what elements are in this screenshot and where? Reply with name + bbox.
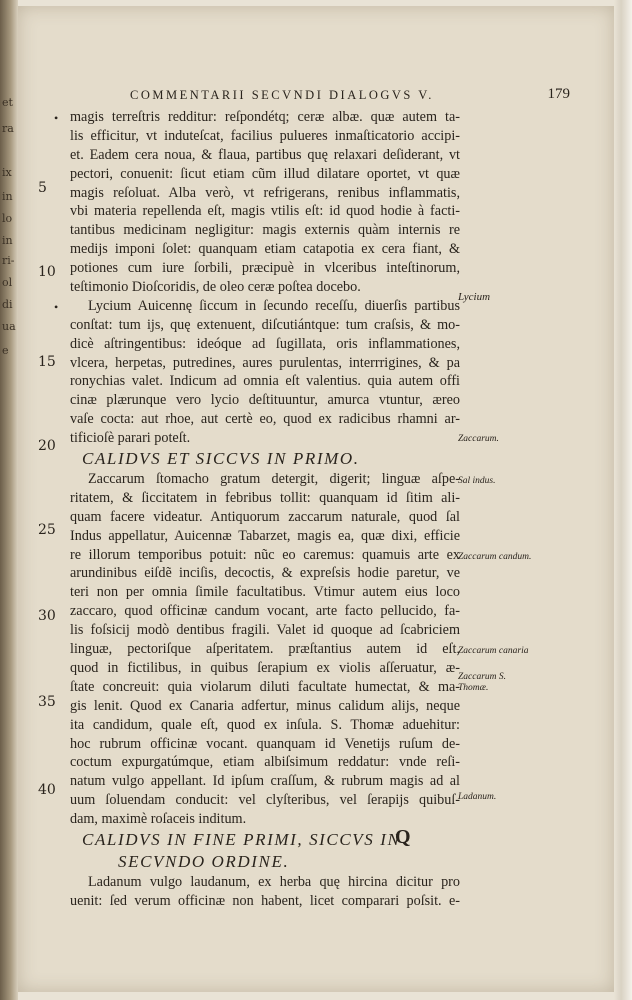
line-number: 15 bbox=[38, 354, 56, 370]
section-heading: SECVNDO ORDINE. bbox=[118, 851, 290, 871]
folio-number: 179 bbox=[547, 86, 570, 102]
running-title: COMMENTARII SECVNDI DIALOGVS V. bbox=[130, 88, 434, 102]
gutter-fragment: e bbox=[2, 344, 9, 357]
margin-note-zaccarum: Zaccarum. bbox=[458, 434, 499, 444]
line-number: 35 bbox=[38, 694, 56, 710]
text-line: conſtat: tum ijs, quę extenuent, diſcutiántque: tum craſsis, & mo- bbox=[70, 316, 460, 333]
text-line: arundinibus eiſdẽ inciſis, decoctis, & expreſsis hodie paretur, ve bbox=[70, 565, 460, 582]
text-line: teſtimonio Dioſcoridis, de oleo ceræ poſtea docebo. bbox=[70, 279, 361, 296]
text-line: vbi materia repellenda eſt, magis vtilis eſt: id quod hodie à facti- bbox=[70, 203, 460, 220]
text-line: cinæ plærunque vero lycio deſtituuntur, amurca vtuntur, æreo bbox=[70, 392, 460, 409]
text-line: magis reſoluat. Alba verò, vt refrigerans, renibus inflammatis, bbox=[70, 184, 460, 201]
body-text bbox=[70, 108, 460, 911]
text-line: Ladanum vulgo laudanum, ex herba quę hircina dicitur pro bbox=[88, 873, 460, 890]
section-heading: CALIDVS ET SICCVS IN PRIMO. bbox=[82, 449, 360, 469]
text-line: coctum expurgatúmque, etiam albiſsimum reddatur: vnde reſi- bbox=[70, 754, 460, 771]
running-header bbox=[130, 88, 570, 103]
text-line: Lycium Auicennę ſiccum in ſecundo receſſu, diuerſis partibus bbox=[88, 297, 460, 314]
text-line: tantibus medicinam negligitur: magis externis quàm internis re bbox=[70, 222, 460, 239]
text-line: magis terreſtris redditur: reſpondétq; ceræ albæ. quæ autem ta- bbox=[70, 109, 460, 125]
text-line: ritatem, & ſiccitatem in febribus tollit: quanquam id ſitim ali- bbox=[70, 489, 460, 506]
line-number: 30 bbox=[38, 608, 56, 624]
margin-note-zaccarum-canaria: Zaccarum canaria bbox=[458, 646, 529, 656]
text-line: potiones cum iure ſorbili, præcipuè in vlceribus inteſtinorum, bbox=[70, 260, 460, 277]
text-line: medijs imponi ſolet: quanquam etiam catapotia ex cera fiant, & bbox=[70, 241, 460, 258]
gutter-fragment: di bbox=[2, 298, 13, 311]
margin-note-sal-indus: Sal indus. bbox=[458, 476, 496, 486]
gutter-fragment: et bbox=[2, 96, 13, 109]
text-line: tificioſè parari poteſt. bbox=[70, 430, 191, 447]
gutter-shadow bbox=[0, 0, 18, 1000]
catchword-signature: Q bbox=[395, 826, 411, 848]
margin-note-zaccarum-thomae: Zaccarum S. Thomæ. bbox=[458, 672, 507, 693]
text-line: hoc rubrum officinæ vocant. quanquam id Venetijs ruſum de- bbox=[70, 735, 460, 752]
line-number: 25 bbox=[38, 522, 56, 538]
gutter-fragment: in bbox=[2, 234, 13, 247]
text-line: gis lenit. Quod ex Canaria adfertur, minus calidum alijs, neque bbox=[70, 697, 460, 714]
text-line: natum vulgo appellant. Id ipſum craſſum, & rubrum magis ad al bbox=[70, 773, 460, 790]
gutter-fragment: ol bbox=[2, 276, 13, 289]
text-line: dam, maximè roſaceis inditum. bbox=[70, 811, 247, 828]
text-line: uum ſoluendam conducit: vel clyſteribus, vel ſerapijs quibuſ- bbox=[70, 792, 460, 809]
text-line: lis efficitur, vt induteſcat, facilius pulueres inmaſticatorio accipi- bbox=[70, 127, 460, 144]
text-line: vlcera, herpetas, putredines, aures purulentas, interrrigines, & pa bbox=[70, 354, 460, 371]
text-line: et. Eadem cera noua, & flaua, partibus quę relaxari deſiderant, vt bbox=[70, 146, 460, 163]
text-line: teri non per omnia ſimile facultatibus. Vtimur autem eius loco bbox=[70, 584, 460, 601]
gutter-fragment: ri- bbox=[2, 254, 15, 267]
margin-note-ladanum: Ladanum. bbox=[458, 792, 497, 802]
line-number: 20 bbox=[38, 438, 56, 454]
text-line: lis foſsicij modò dentibus fragili. Valet id quoque ad ſcabriciem bbox=[70, 622, 460, 639]
margin-note-lycium: Lycium bbox=[458, 291, 491, 303]
gutter-fragment: in bbox=[2, 190, 13, 203]
page-edge bbox=[614, 0, 632, 1000]
bullet-mark: • bbox=[54, 300, 59, 314]
line-number: 40 bbox=[38, 782, 56, 798]
text-line: re illorum temporibus potuit: nũc eo caremus: quamuis arte ex bbox=[70, 546, 460, 563]
text-line: ſtate concreuit: quia violarum diluti facultate humectat, & ma- bbox=[70, 678, 460, 695]
text-line: uenit: ſed verum officinæ non habent, licet comparari poſsit. e- bbox=[70, 892, 460, 909]
text-line: pectori, conuenit: ſicut etiam cũm illud dilatare oportet, vt quæ bbox=[70, 165, 460, 182]
line-number: 5 bbox=[38, 180, 47, 196]
gutter-fragment: ua bbox=[2, 320, 16, 333]
bullet-mark: • bbox=[54, 111, 59, 125]
margin-note-zaccarum-candum: Zaccarum candum. bbox=[458, 552, 532, 562]
line-number: 10 bbox=[38, 264, 56, 280]
text-line: dicè aſtringentibus: ideóque ad ſugillata, oris inflammationes, bbox=[70, 335, 460, 352]
gutter-fragment: ra bbox=[2, 122, 14, 135]
text-line: ronychias valet. Indicum ad omnia eſt valentius. quia autem offi bbox=[70, 373, 460, 390]
text-line: Zaccarum ſtomacho gratum detergit, digerit; linguæ aſpe- bbox=[88, 471, 460, 488]
section-heading: CALIDVS IN FINE PRIMI, SICCVS IN bbox=[82, 829, 401, 849]
gutter-fragment: ix bbox=[2, 166, 12, 179]
text-line: ita candidum, quale eſt, quod ex inſula. S. Thomæ aduehitur: bbox=[70, 716, 460, 733]
text-line: Indus appellatur, Auicennæ Tabarzet, magis ea, quæ dixi, efficie bbox=[70, 527, 460, 544]
text-line: linguæ, pectoriſque aſperitatem. præſtantius autem id eſt, bbox=[70, 641, 460, 658]
gutter-fragment: lo bbox=[2, 212, 13, 225]
text-line: zaccaro, quod officinæ candum vocant, arte facto pellucido, fa- bbox=[70, 603, 460, 620]
text-line: vaſe cocta: aut rhoe, aut certè eo, quod ex radicibus rhamni ar- bbox=[70, 411, 460, 428]
text-line: quod in fictilibus, in quibus ſerapium ex violis aſſeruatur, æ- bbox=[70, 659, 460, 676]
text-line: quam facere videatur. Antiquorum zaccarum naturale, quod ſal bbox=[70, 508, 460, 525]
